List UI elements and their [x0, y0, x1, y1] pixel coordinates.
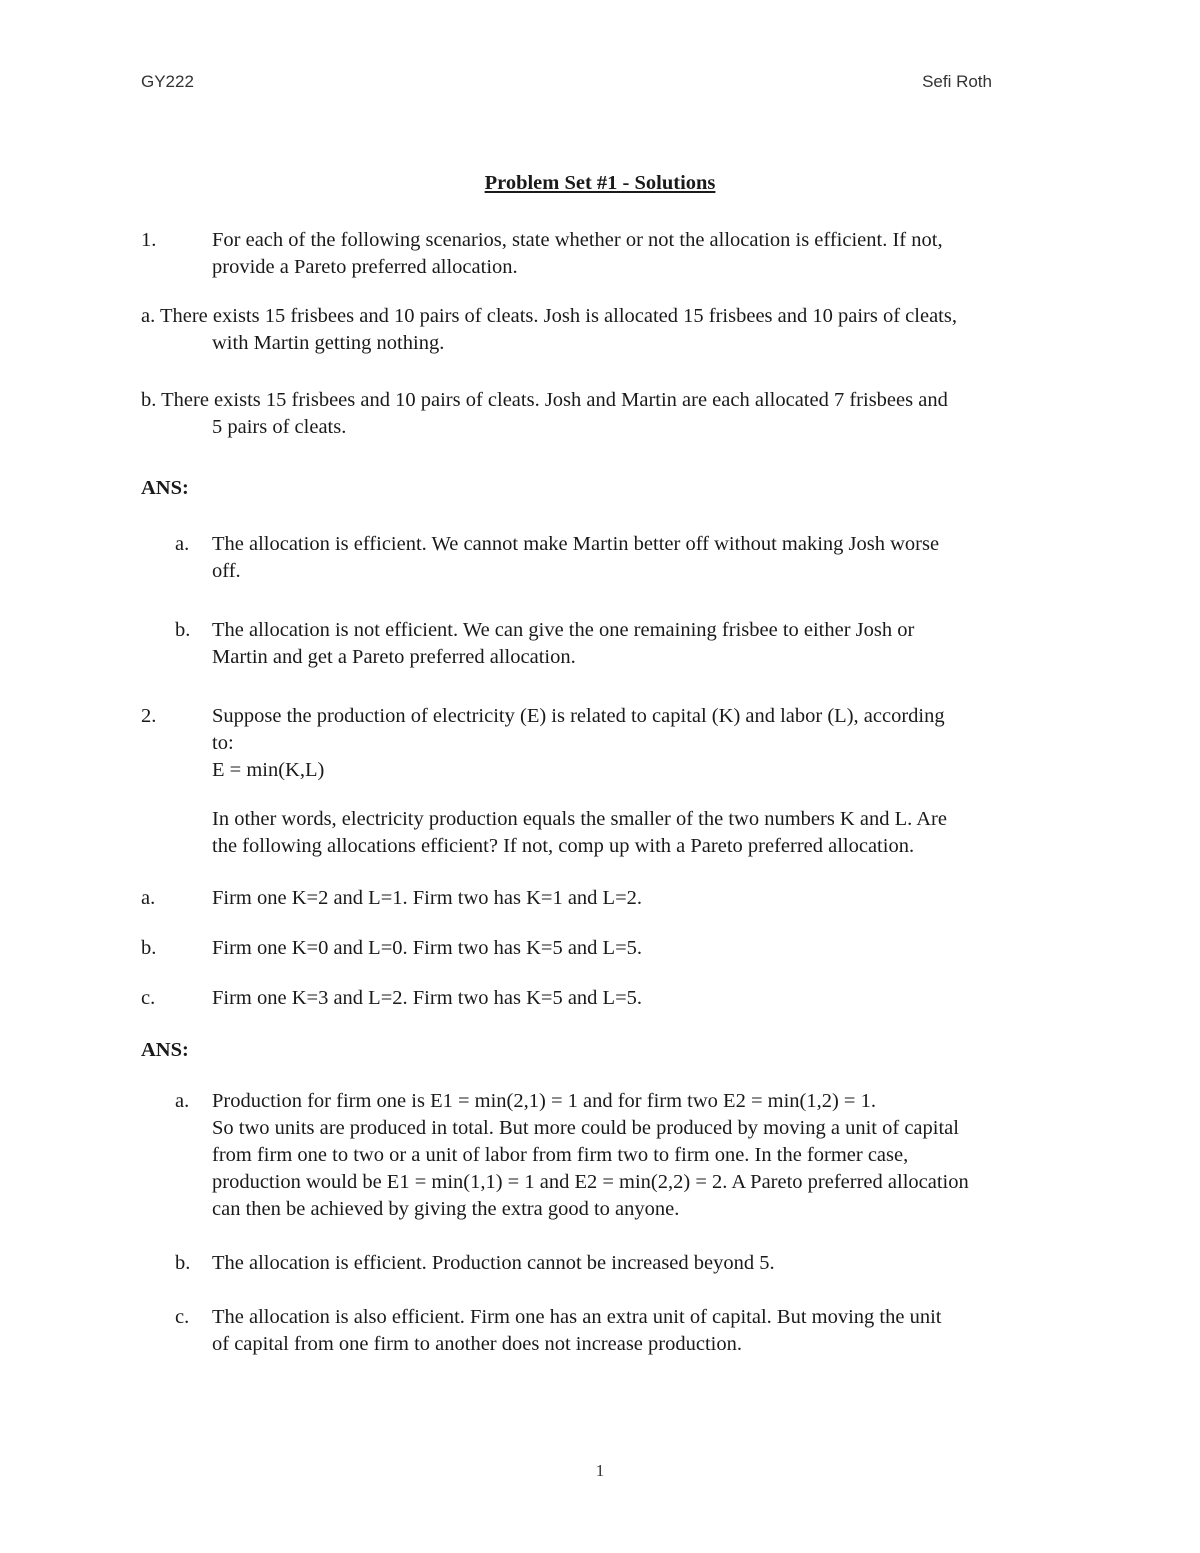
sub-marker: b.: [141, 937, 157, 959]
question-2-paragraph: In other words, electricity production equals the smaller of the two numbers K and L. Are the following allocations efficient? If not, comp up with a Pareto preferred allocation.: [212, 808, 947, 857]
document-page: GY222 Sefi Roth Problem Set #1 - Solutions 1. For each of the following scenarios, state whether or not the allocation is efficient. If not, provide a Pareto preferred allocation. a. There exists 15 frisbees and 10 pairs of cleats. Josh is allocated 15 frisbees and 10 pairs of cleats, with Martin getting nothing. b. There exists 15 frisbees and 10 pairs of cleats. Josh and Martin are each allocated 7 frisbees and 5 pairs of cleats. ANS: a. The allocation is efficient. We cannot make Martin better off without making Josh worse off. b. The allocation is not efficient. We can give the one remaining frisbee to either Josh or Martin and get a Pareto preferred allocation. 2. Suppose the production of electricity (E) is related to capital (K) and labor (L), according to: E = min(K,L) In other words, electricity production equals the smaller of the two numbers K and L. Are the following allocations efficient? If not, comp up with a Pareto preferred allocation. a. Firm one K=2 and L=1. Firm two has K=1 and L=2. b. Firm one K=0 and L=0. Firm two has K=5 and L=5. c. Firm one K=3 and L=2. Firm two has K=5 and L=5. ANS: a. Production for firm one is E1 = min(2,1) = 1 and for firm two E2 = min(1,2) = 1. So two units are produced in total. But more could be produced by moving a unit of capital from firm one to two or a unit of labor from firm two to firm one. In the former case, production would be E1 = min(1,1) = 1 and E2 = min(2,2) = 2. A Pareto preferred allocation can then be achieved by giving the extra good to anyone. b. The allocation is efficient. Production cannot be increased beyond 5. c. The allocation is also efficient. Firm one has an extra unit of capital. But moving the unit of capital from one firm to another does not increase production. 1: [0, 0, 1200, 1553]
answer-marker: c.: [175, 1306, 190, 1328]
sub-marker: c.: [141, 987, 156, 1009]
formula: E = min(K,L): [212, 759, 325, 781]
page-title: Problem Set #1 - Solutions: [484, 172, 716, 194]
question-prompt: Suppose the production of electricity (E) is related to capital (K) and labor (L), according to: E = min(K,L): [212, 703, 1061, 784]
question-number: 1.: [141, 229, 157, 251]
question-number: 2.: [141, 705, 157, 727]
answer-marker: a.: [175, 533, 190, 555]
answer-marker: a.: [175, 1090, 190, 1112]
course-code: GY222: [141, 72, 194, 91]
answer-marker: b.: [175, 619, 191, 641]
question-prompt: For each of the following scenarios, state whether or not the allocation is efficient. If not, provide a Pareto preferred allocation.: [212, 229, 943, 278]
sub-marker: a.: [141, 887, 156, 909]
answer-label: ANS:: [141, 477, 189, 499]
answer-marker: b.: [175, 1252, 191, 1274]
answer-label: ANS:: [141, 1039, 189, 1061]
question-1b: b. There exists 15 frisbees and 10 pairs of cleats. Josh and Martin are each allocated 7 frisbees and 5 pairs of cleats.: [141, 389, 948, 438]
question-1a: a. There exists 15 frisbees and 10 pairs of cleats. Josh is allocated 15 frisbees and 10 pairs of cleats, with Martin getting nothing.: [141, 305, 957, 354]
page-number: 1: [595, 1461, 605, 1480]
author-name: Sefi Roth: [922, 72, 992, 91]
